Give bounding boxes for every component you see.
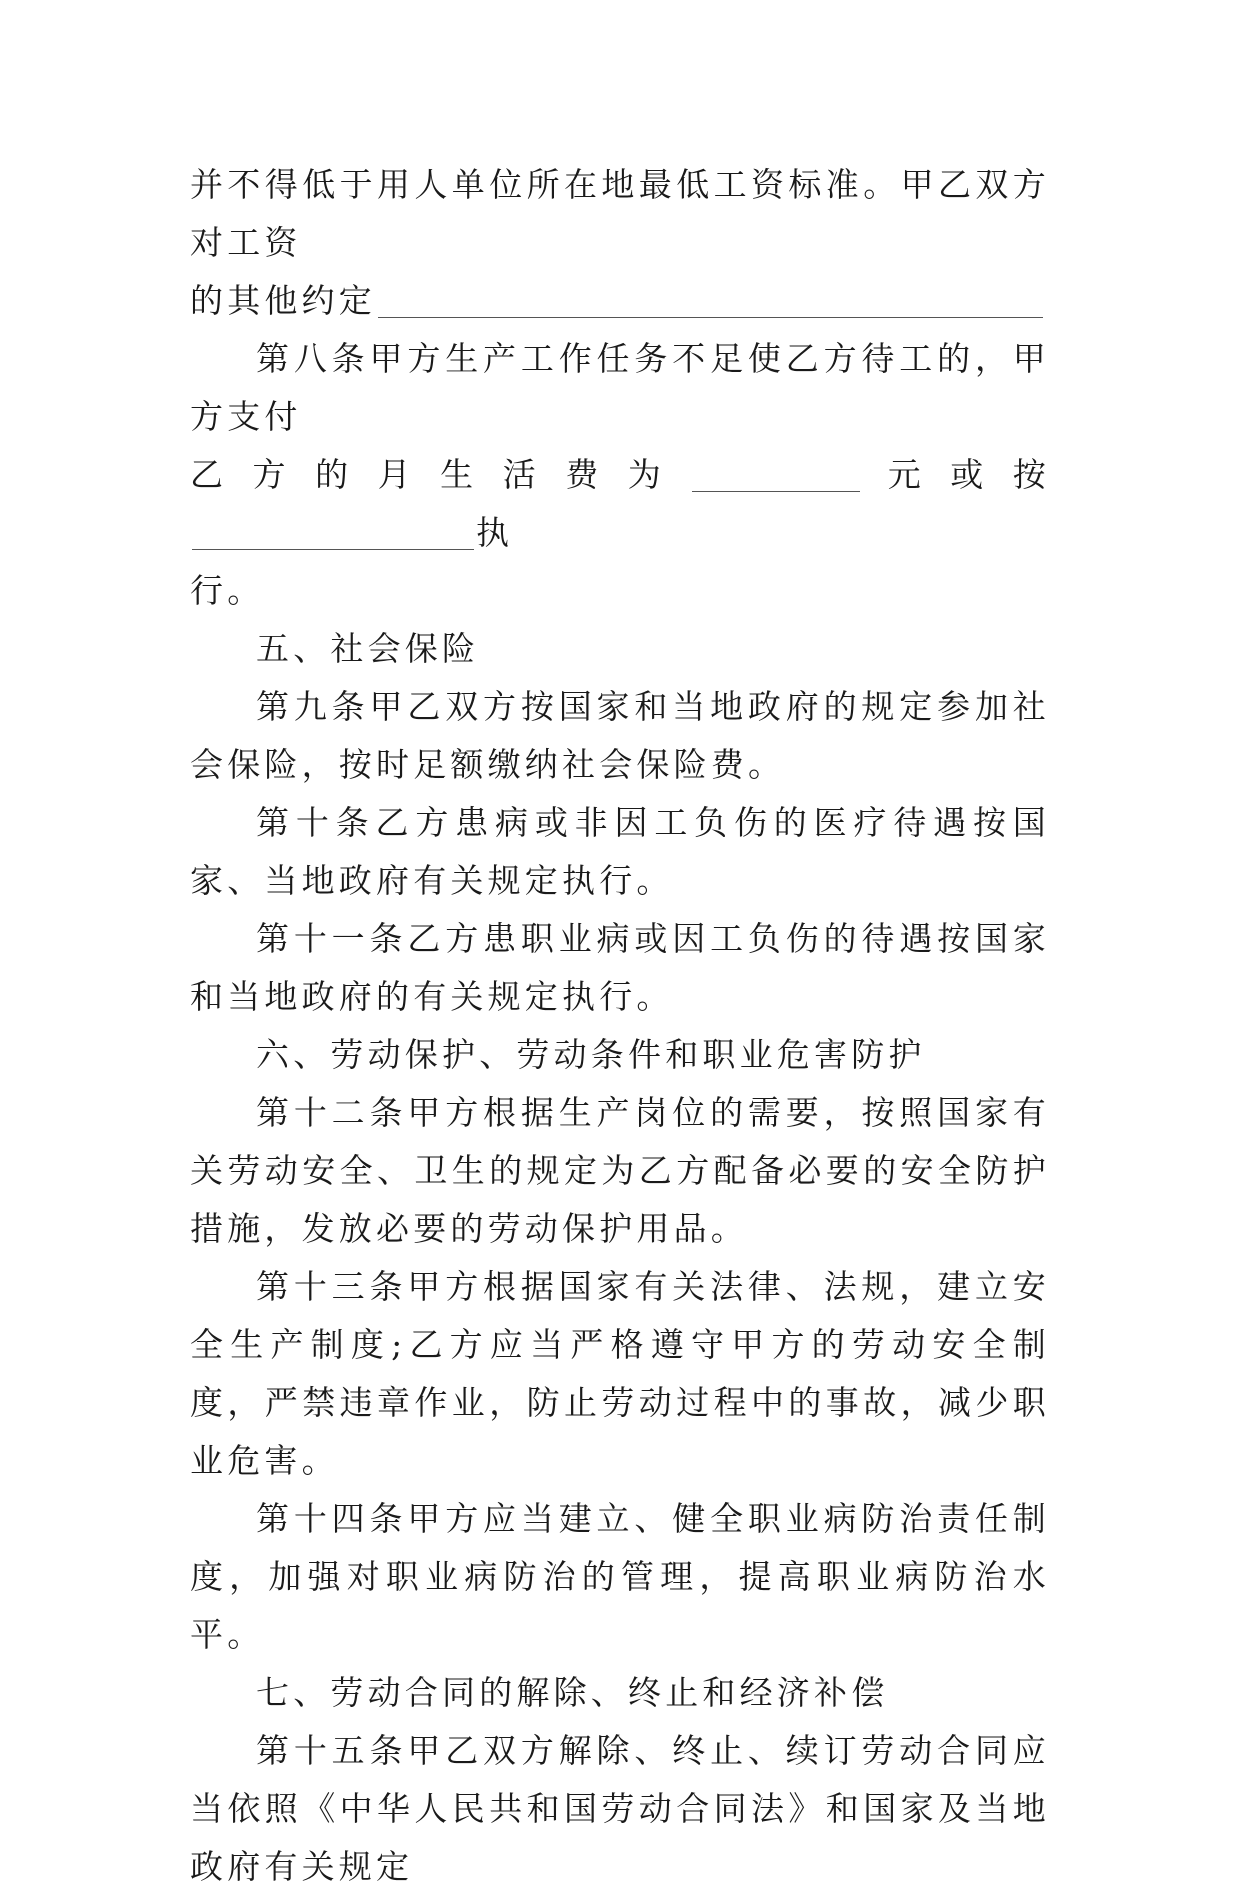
paragraph-wage-standard: 并不得低于用人单位所在地最低工资标准。甲乙双方对工资 <box>190 165 1050 262</box>
article-13: 第十三条甲方根据国家有关法律、法规，建立安全生产制度;乙方应当严格遵守甲方的劳动安全制度，严禁违章作业，防止劳动过程中的事故，减少职业危害。 <box>190 1267 1050 1480</box>
article-14: 第十四条甲方应当建立、健全职业病防治责任制度，加强对职业病防治的管理，提高职业病防治水平。 <box>190 1499 1050 1654</box>
article-15: 第十五条甲乙双方解除、终止、续订劳动合同应当依照《中华人民共和国劳动合同法》和国家及当地政府有关规定 <box>190 1731 1050 1886</box>
section-heading-termination: 七、劳动合同的解除、终止和经济补偿 <box>256 1673 889 1712</box>
other-agreement-label: 的其他约定 <box>190 281 376 320</box>
article-9: 第九条甲乙双方按国家和当地政府的规定参加社会保险，按时足额缴纳社会保险费。 <box>190 687 1050 784</box>
other-agreement-blank[interactable] <box>378 283 1043 318</box>
article-8-line2 <box>190 446 1050 562</box>
article-8-line3: 行。 <box>190 571 265 610</box>
living-allowance-basis-blank[interactable] <box>192 515 474 550</box>
section-heading-social-insurance: 五、社会保险 <box>256 629 480 668</box>
section-heading-labor-protection: 六、劳动保护、劳动条件和职业危害防护 <box>256 1035 926 1074</box>
document-body <box>190 156 1050 1896</box>
paragraph-other-wage-agreement <box>190 272 1050 330</box>
article-12: 第十二条甲方根据生产岗位的需要，按照国家有关劳动安全、卫生的规定为乙方配备必要的安全防护措施，发放必要的劳动保护用品。 <box>190 1093 1050 1248</box>
article-11: 第十一条乙方患职业病或因工负伤的待遇按国家和当地政府的有关规定执行。 <box>190 919 1050 1016</box>
living-allowance-label: 乙方的月生活费为 <box>190 455 691 494</box>
yuan-or-label: 元或按 <box>862 455 1050 494</box>
execute-label: 执 <box>476 513 514 552</box>
living-allowance-amount-blank[interactable] <box>692 457 860 492</box>
article-8-line1: 第八条甲方生产工作任务不足使乙方待工的，甲方支付 <box>190 339 1050 436</box>
article-10: 第十条乙方患病或非因工负伤的医疗待遇按国家、当地政府有关规定执行。 <box>190 803 1050 900</box>
